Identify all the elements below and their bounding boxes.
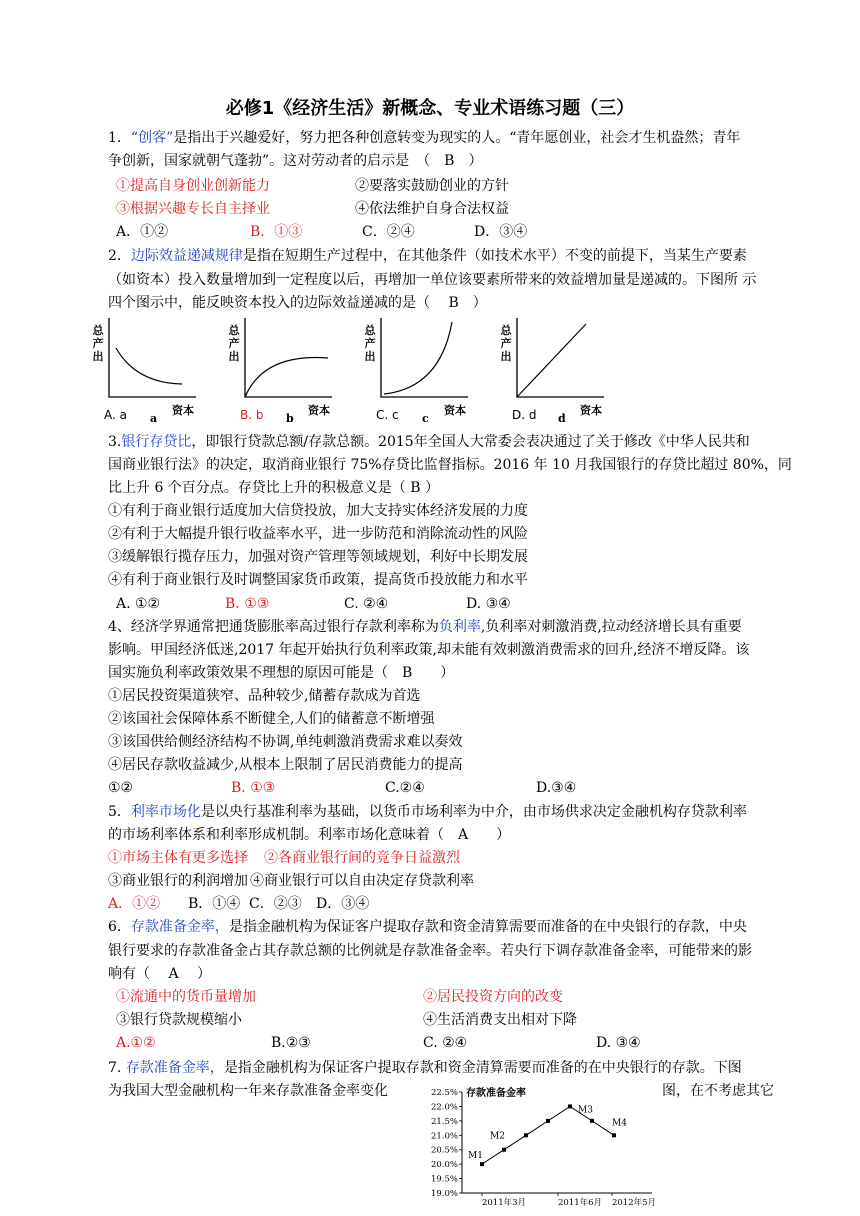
q1-option-4: ④依法维护自身合法权益 xyxy=(355,201,509,217)
q4-choice-d: D.③④ xyxy=(536,780,577,796)
q7-term: 存款准备金率， xyxy=(125,1060,224,1076)
q4-option-1: ①居民投资渠道狭窄、品种较少,储蓄存款成为首选 xyxy=(108,688,421,704)
data-point xyxy=(480,1162,484,1166)
q5-text: 是以央行基准利率为基础，以货币市场利率为中介，由市场供求决定金融机构存贷款利率 xyxy=(200,804,747,820)
q2-graph-a xyxy=(106,318,198,400)
q1-choice-b: B．①③ xyxy=(250,224,303,240)
q1-number: 1． xyxy=(108,130,131,146)
q2-graph-a-curve xyxy=(116,348,182,384)
q4-choice-a: ①② xyxy=(108,780,134,796)
q4-line2: 影响。甲国经济低迷,2017 年起开始执行负利率政策,却未能有效刺激消费需求的回升,经济不增反降。该 xyxy=(108,642,750,658)
q5-line1 xyxy=(108,802,747,822)
q5-line2: 的市场利率体系和利率形成机制。利率市场化意味着（ A ） xyxy=(108,827,511,843)
y-tick-label: 21.0% xyxy=(430,1131,458,1142)
q2-graph-c xyxy=(378,318,470,400)
chart-axes xyxy=(462,1092,652,1193)
q6-text: 是指金融机构为保证客户提取存款和资金清算需要而准备的在中央银行的存款，中央 xyxy=(228,919,747,935)
q1-option-3: ③根据兴趣专长自主择业 xyxy=(116,201,270,217)
q7-text: 是指金融机构为保证客户提取存款和资金清算需要而准备的在中央银行的存款。下图 xyxy=(223,1060,742,1076)
q3-option-4: ④有利于商业银行及时调整国家货币政策，提高货币投放能力和水平 xyxy=(108,572,528,588)
q2-graph-b-xlabel: 资本 xyxy=(308,404,330,417)
q4-text-pre: 4、经济学界通常把通货膨胀率高过银行存款利率称为 xyxy=(108,619,439,635)
q3-choice-d: D. ③④ xyxy=(466,596,511,612)
q2-term: 边际效益递减规律 xyxy=(130,248,243,264)
q3-choice-a: A. ①② xyxy=(116,596,161,612)
q7-number: 7. xyxy=(108,1060,122,1076)
q5-choice-c: C．②③ xyxy=(249,896,302,912)
q2-graph-c-svg xyxy=(378,318,470,400)
q2-graph-c-caption: C. c xyxy=(376,408,399,422)
y-tick-label: 20.0% xyxy=(430,1160,458,1171)
q6-choice-c: C. ②④ xyxy=(423,1035,468,1051)
q2-graph-c-letter: c xyxy=(422,412,429,425)
q3-choice-c: C. ②④ xyxy=(344,596,389,612)
q6-choice-a: A.①② xyxy=(116,1035,156,1051)
q5-option-1: ①市场主体有更多选择 xyxy=(108,850,248,866)
q6-line1 xyxy=(108,917,747,937)
q7-line2-right: 图，在不考虑其它 xyxy=(662,1083,774,1099)
q7-line1 xyxy=(108,1058,742,1078)
q2-graph-c-axes xyxy=(381,318,468,397)
q2-line1 xyxy=(108,246,747,266)
q3-number: 3. xyxy=(108,434,122,450)
chart-annotation: M4 xyxy=(612,1118,627,1129)
data-point xyxy=(612,1133,616,1137)
q1-choice-c: C．②④ xyxy=(362,224,415,240)
q3-option-3: ③缓解银行揽存压力，加强对资产管理等领域规划，利好中长期发展 xyxy=(108,549,528,565)
q5-choice-b: B．①④ xyxy=(188,896,241,912)
y-tick-label: 20.5% xyxy=(430,1145,458,1156)
q4-option-2: ②该国社会保障体系不断健全,人们的储蓄意不断增强 xyxy=(108,711,435,727)
q2-line3: 四个图示中，能反映资本投入的边际效益递减的是（ B ） xyxy=(108,295,487,311)
q6-choice-b: B.②③ xyxy=(271,1035,311,1051)
data-point xyxy=(590,1119,594,1123)
q2-graph-d-svg xyxy=(514,318,606,400)
q2-graph-b-ylabel: 总 产 出 xyxy=(228,324,240,363)
q3-choice-b: B. ①③ xyxy=(225,596,270,612)
q2-graph-a-ylabel: 总 产 出 xyxy=(92,324,104,363)
q6-choice-d: D. ③④ xyxy=(596,1035,641,1051)
q4-option-4: ④居民存款收益减少,从根本上限制了居民消费能力的提高 xyxy=(108,757,463,773)
q7-chart-svg xyxy=(422,1082,657,1212)
chart-annotation: M2 xyxy=(490,1131,505,1142)
q6-option-4: ④生活消费支出相对下降 xyxy=(423,1012,577,1028)
chart-annotation: M1 xyxy=(468,1151,483,1162)
data-point xyxy=(524,1133,528,1137)
q5-choice-a: A．①② xyxy=(108,896,161,912)
q2-graph-d-axes xyxy=(517,318,604,397)
q1-text: 是指出于兴趣爱好，努力把各种创意转变为现实的人。“青年愿创业，社会才生机盎然；青年 xyxy=(173,130,741,146)
q4-term: 负利率 xyxy=(438,619,481,635)
x-tick-label: 2011年3月 xyxy=(481,1198,527,1208)
q6-option-2: ②居民投资方向的改变 xyxy=(423,989,563,1005)
q6-term: 存款准备金率， xyxy=(130,919,229,935)
q2-line2: （如资本）投入数量增加到一定程度以后，再增加一单位该要素所带来的效益增加量是递减的。下图所 示 xyxy=(108,272,757,288)
q1-option-1: ①提高自身创业创新能力 xyxy=(116,178,270,194)
q5-term: 利率市场化 xyxy=(130,804,201,820)
q4-option-3: ③该国供给侧经济结构不协调,单纯刺激消费需求难以奏效 xyxy=(108,734,463,750)
q6-option-3: ③银行贷款规模缩小 xyxy=(116,1012,242,1028)
q3-option-1: ①有利于商业银行适度加大信贷投放，加大支持实体经济发展的力度 xyxy=(108,503,528,519)
q4-choice-c: C.②④ xyxy=(385,780,425,796)
x-tick-label: 2012年5月 xyxy=(611,1198,657,1208)
data-point xyxy=(568,1104,572,1108)
q2-graph-a-xlabel: 资本 xyxy=(172,404,194,417)
q6-line2: 银行要求的存款准备金占其存款总额的比例就是存款准备金率。若央行下调存款准备金率，可能带来的影 xyxy=(108,943,752,959)
q2-graph-c-ylabel: 总 产 出 xyxy=(364,324,376,363)
q4-choice-b: B. ①③ xyxy=(231,780,276,796)
q6-line3: 响有（ A ） xyxy=(108,966,212,982)
q2-graph-b xyxy=(242,318,334,400)
q4-line3: 国实施负利率政策效果不理想的原因可能是（ B ） xyxy=(108,665,455,681)
q3-option-2: ②有利于大幅提升银行收益率水平，进一步防范和消除流动性的风险 xyxy=(108,526,528,542)
q2-graph-c-curve xyxy=(384,322,452,394)
q2-graph-b-caption: B. b xyxy=(240,408,264,422)
q2-graph-c-xlabel: 资本 xyxy=(444,404,466,417)
q3-line3: 比上升 6 个百分点。存贷比上升的积极意义是（ B ） xyxy=(108,480,439,496)
q2-graph-d-letter: d xyxy=(558,412,566,425)
chart-title: 存款准备金率 xyxy=(466,1088,526,1099)
q1-option-2: ②要落实鼓励创业的方针 xyxy=(355,178,509,194)
q2-graph-a-letter: a xyxy=(150,412,158,425)
data-point xyxy=(502,1148,506,1152)
q2-number: 2． xyxy=(108,248,131,264)
q6-option-1: ①流通中的货币量增加 xyxy=(116,989,256,1005)
q5-choice-d: D．③④ xyxy=(316,896,370,912)
q2-graph-d-xlabel: 资本 xyxy=(580,404,602,417)
q2-graph-d-caption: D. d xyxy=(512,408,537,422)
q2-text: 是指在短期生产过程中，在其他条件（如技术水平）不变的前提下，当某生产要素 xyxy=(242,248,747,264)
q3-text: ，即银行贷款总额/存款总额。2015年全国人大常委会表决通过了关于修改《中华人民共和 xyxy=(191,434,750,450)
q1-choice-a: A．①② xyxy=(116,224,169,240)
q3-line1 xyxy=(108,432,750,452)
q2-graph-a-svg xyxy=(106,318,198,400)
q2-graph-b-curve xyxy=(245,357,328,397)
data-point xyxy=(546,1119,550,1123)
q6-number: 6． xyxy=(108,919,131,935)
q1-choice-d: D．③④ xyxy=(474,224,528,240)
q5-option-3: ③商业银行的利润增加 xyxy=(108,873,248,889)
x-tick-label: 2011年6月 xyxy=(557,1198,603,1208)
y-tick-label: 22.5% xyxy=(430,1088,458,1098)
q2-graph-d-ylabel: 总 产 出 xyxy=(500,324,512,363)
y-tick-label: 22.0% xyxy=(430,1102,458,1113)
page-title: 必修1《经济生活》新概念、专业术语练习题（三） xyxy=(225,98,635,119)
q2-graph-a-caption: A. a xyxy=(104,408,127,422)
q3-term: 银行存贷比 xyxy=(121,434,192,450)
q2-graph-b-letter: b xyxy=(286,412,294,425)
q1-term: “创客” xyxy=(130,130,174,146)
q2-graph-d xyxy=(514,318,606,400)
y-tick-label: 21.5% xyxy=(430,1116,458,1127)
q1-line2: 争创新，国家就朝气蓬勃”。这对劳动者的启示是 （ B ） xyxy=(108,153,483,169)
q3-line2: 国商业银行法》的决定，取消商业银行 75%存贷比监督指标。2016 年 10 月我国银行的存贷比超过 80%，同 xyxy=(108,457,792,473)
q5-number: 5． xyxy=(108,804,131,820)
q5-option-4: ④商业银行可以自由决定存贷款利率 xyxy=(250,873,474,889)
q7-line2-left: 为我国大型金融机构一年来存款准备金率变化 xyxy=(108,1083,388,1099)
q2-graph-d-curve xyxy=(517,324,586,397)
q5-option-2: ②各商业银行间的竞争日益激烈 xyxy=(264,850,460,866)
q4-line1 xyxy=(108,617,742,637)
q2-graph-b-svg xyxy=(242,318,334,400)
q1-line1 xyxy=(108,128,740,148)
y-tick-label: 19.5% xyxy=(430,1174,458,1185)
y-tick-label: 19.0% xyxy=(430,1189,458,1199)
chart-annotation: M3 xyxy=(578,1105,593,1116)
q4-text: ,负利率对刺激消费,拉动经济增长具有重要 xyxy=(480,619,742,635)
q7-chart xyxy=(422,1082,657,1212)
